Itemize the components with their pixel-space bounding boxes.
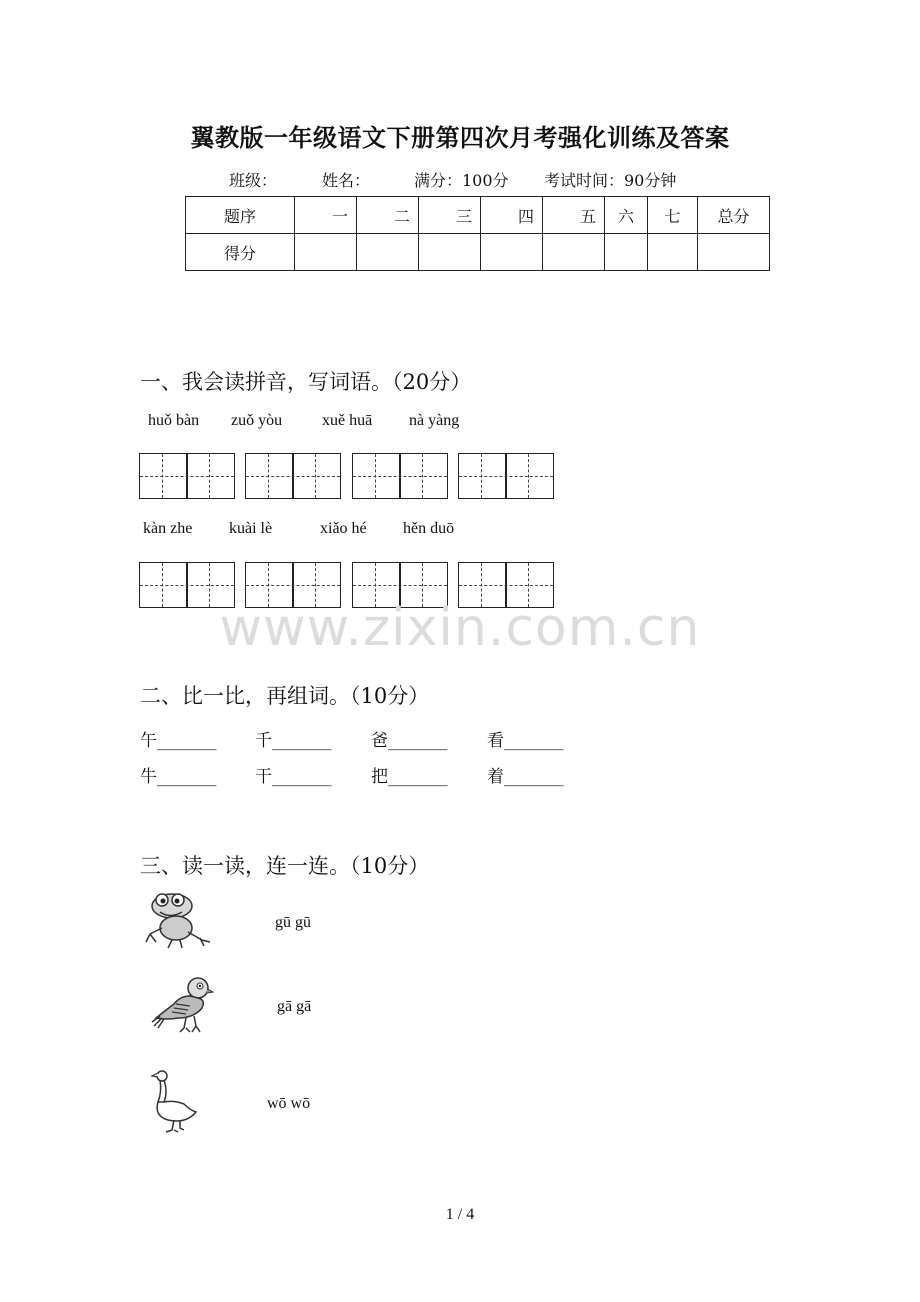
pigeon-icon <box>150 974 214 1036</box>
page-number: 1 / 4 <box>445 1206 475 1223</box>
score-table-score-row <box>186 234 770 271</box>
sound-label: gā gā <box>277 998 312 1015</box>
word-blank[interactable]: 千_______ <box>255 731 332 751</box>
sound-label: wō wō <box>267 1095 311 1112</box>
table-cell: 二 <box>357 197 419 234</box>
writing-grid[interactable] <box>139 453 235 499</box>
table-cell: 五 <box>543 197 605 234</box>
frog-icon <box>142 892 214 950</box>
score-input-cell[interactable] <box>698 234 770 271</box>
word-blank[interactable]: 看_______ <box>487 731 564 751</box>
score-input-cell[interactable] <box>543 234 605 271</box>
word-blank[interactable]: 着_______ <box>487 767 564 787</box>
table-cell: 四 <box>481 197 543 234</box>
pinyin-label: hěn duō <box>403 520 455 537</box>
word-blank[interactable]: 午_______ <box>140 731 217 751</box>
pinyin-label: xiǎo hé <box>320 520 367 537</box>
table-cell: 题序 <box>186 197 295 234</box>
pinyin-label: kàn zhe <box>143 520 193 537</box>
word-blank[interactable]: 干_______ <box>255 767 332 787</box>
class-field-label: 班级： <box>229 171 278 190</box>
full-score-label: 满分：100分 <box>414 171 509 190</box>
score-input-cell[interactable] <box>419 234 481 271</box>
pinyin-label: xuě huā <box>322 412 373 429</box>
word-blank[interactable]: 牛_______ <box>140 767 217 787</box>
page-title: 翼教版一年级语文下册第四次月考强化训练及答案 <box>190 123 730 152</box>
table-cell: 得分 <box>186 234 295 271</box>
score-input-cell[interactable] <box>648 234 698 271</box>
score-input-cell[interactable] <box>481 234 543 271</box>
score-input-cell[interactable] <box>295 234 357 271</box>
section-2-heading: 二、比一比，再组词。（10分） <box>140 684 430 708</box>
score-table-header-row <box>186 197 770 234</box>
name-field-label: 姓名： <box>322 171 371 190</box>
score-input-cell[interactable] <box>357 234 419 271</box>
pinyin-label: zuǒ yòu <box>231 412 283 429</box>
goose-icon <box>150 1066 202 1134</box>
table-cell: 总分 <box>698 197 770 234</box>
table-cell: 三 <box>419 197 481 234</box>
pinyin-label: nà yàng <box>409 412 460 429</box>
writing-grid[interactable] <box>458 453 554 499</box>
section-1-heading: 一、我会读拼音，写词语。（20分） <box>140 370 472 394</box>
score-table <box>185 196 770 271</box>
section-3-heading: 三、读一读，连一连。（10分） <box>140 854 430 878</box>
watermark: www.zixin.com.cn <box>219 598 701 658</box>
word-blank[interactable]: 爸_______ <box>371 731 448 751</box>
table-cell: 一 <box>295 197 357 234</box>
exam-time-label: 考试时间：90分钟 <box>544 171 677 190</box>
table-cell: 六 <box>605 197 648 234</box>
table-cell: 七 <box>648 197 698 234</box>
writing-grid[interactable] <box>245 453 341 499</box>
writing-grid[interactable] <box>352 453 448 499</box>
score-input-cell[interactable] <box>605 234 648 271</box>
pinyin-label: kuài lè <box>229 520 273 537</box>
pinyin-label: huǒ bàn <box>148 412 200 429</box>
word-blank[interactable]: 把_______ <box>371 767 448 787</box>
sound-label: gū gū <box>275 914 311 931</box>
